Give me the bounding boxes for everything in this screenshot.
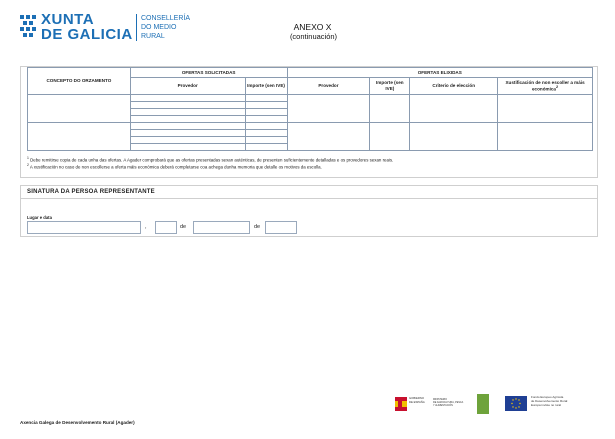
concept-cell[interactable] — [28, 123, 131, 151]
logo-text-xunta: XUNTA — [41, 11, 95, 28]
ministry-label: GOBIERNO DE ESPAÑA — [409, 396, 425, 404]
page-title: ANEXO X — [293, 22, 332, 32]
provider-cell[interactable] — [130, 137, 245, 144]
note-mark: 2 — [555, 85, 559, 90]
footnote-mark: 2 — [27, 163, 29, 167]
place-field[interactable] — [27, 221, 141, 234]
justification-cell[interactable] — [498, 123, 593, 151]
leader-logo-icon — [477, 394, 489, 414]
year-field[interactable] — [265, 221, 297, 234]
footnote-text: Debe remitirse copia de cada unha das ofertas. A Agader comprobará que as ofertas presentadas sexan auténticas, de presenten suficientemente detalladas e os provedores sexan reais. — [30, 157, 394, 163]
provider-cell[interactable] — [130, 123, 245, 130]
ministry-name: MINISTERIO DE AGRICULTURA, PESCA Y ALIMENTACIÓN — [433, 398, 464, 408]
chosen-amount-cell[interactable] — [370, 123, 410, 151]
provider-cell[interactable] — [130, 116, 245, 123]
page-subtitle: (continuación) — [289, 32, 338, 41]
eu-flag-icon — [505, 396, 527, 411]
amount-cell[interactable] — [245, 116, 287, 123]
header-criterion: Criterio de elección — [410, 78, 498, 95]
chosen-provider-cell[interactable] — [287, 95, 370, 123]
provider-cell[interactable] — [130, 95, 245, 102]
provider-cell[interactable] — [130, 144, 245, 151]
comma-separator: , — [145, 224, 147, 230]
eu-fund-label: Fondo Europeo Agrícola de Desenvolvemento Rural: Europa inviste no rural — [531, 395, 569, 408]
de-label: de — [180, 224, 187, 230]
day-field[interactable] — [155, 221, 177, 234]
justification-cell[interactable] — [498, 95, 593, 123]
header-concept: CONCEPTO DO ORZAMENTO — [28, 68, 131, 95]
chosen-amount-cell[interactable] — [370, 95, 410, 123]
header-provider: Provedor — [130, 78, 245, 95]
footnote-1 — [27, 156, 393, 162]
month-field[interactable] — [193, 221, 250, 234]
footnote-text: A xustificación no caso de non escollerse a oferta máis económica deberá completarse coa achega dunha memoria que detalle os motivos da escolla. — [29, 164, 322, 170]
spain-coat-of-arms-icon — [395, 397, 407, 411]
signature-title: SINATURA DA PERSOA REPRESENTANTE — [27, 189, 155, 195]
provider-cell[interactable] — [130, 109, 245, 116]
criterion-cell[interactable] — [410, 95, 498, 123]
section-divider — [20, 198, 598, 199]
criterion-cell[interactable] — [410, 123, 498, 151]
logo-text-galicia: DE GALICIA — [41, 26, 133, 43]
amount-cell[interactable] — [245, 109, 287, 116]
header-requested-offers: OFERTAS SOLICITADAS — [130, 68, 287, 78]
amount-cell[interactable] — [245, 102, 287, 109]
header-amount-chosen: Importe (sen IVE) — [370, 78, 410, 95]
agency-name: Axencia Galega de Desenvolvemento Rural (Agader) — [20, 420, 135, 425]
amount-cell[interactable] — [245, 144, 287, 151]
chosen-provider-cell[interactable] — [287, 123, 370, 151]
header-amount: Importe (sen IVE) — [245, 78, 287, 95]
header-justification — [498, 78, 593, 95]
concept-cell[interactable] — [28, 95, 131, 123]
provider-cell[interactable] — [130, 102, 245, 109]
de-label: de — [254, 224, 261, 230]
offers-table — [27, 67, 593, 151]
header-chosen-offers: OFERTAS ELIXIDAS — [287, 68, 592, 78]
amount-cell[interactable] — [245, 123, 287, 130]
place-date-label: Lugar e data — [27, 215, 52, 220]
amount-cell[interactable] — [245, 137, 287, 144]
footnote-2 — [27, 163, 322, 169]
department-name: CONSELLERÍA DO MEDIO RURAL — [141, 15, 191, 40]
funding-logos — [395, 391, 599, 416]
amount-cell[interactable] — [245, 130, 287, 137]
amount-cell[interactable] — [245, 95, 287, 102]
footnote-mark: 1 — [27, 156, 29, 160]
provider-cell[interactable] — [130, 130, 245, 137]
header-provider-chosen: Provedor — [287, 78, 370, 95]
header-justification-text: Xustificación de non escoller a máis económica — [505, 79, 585, 92]
